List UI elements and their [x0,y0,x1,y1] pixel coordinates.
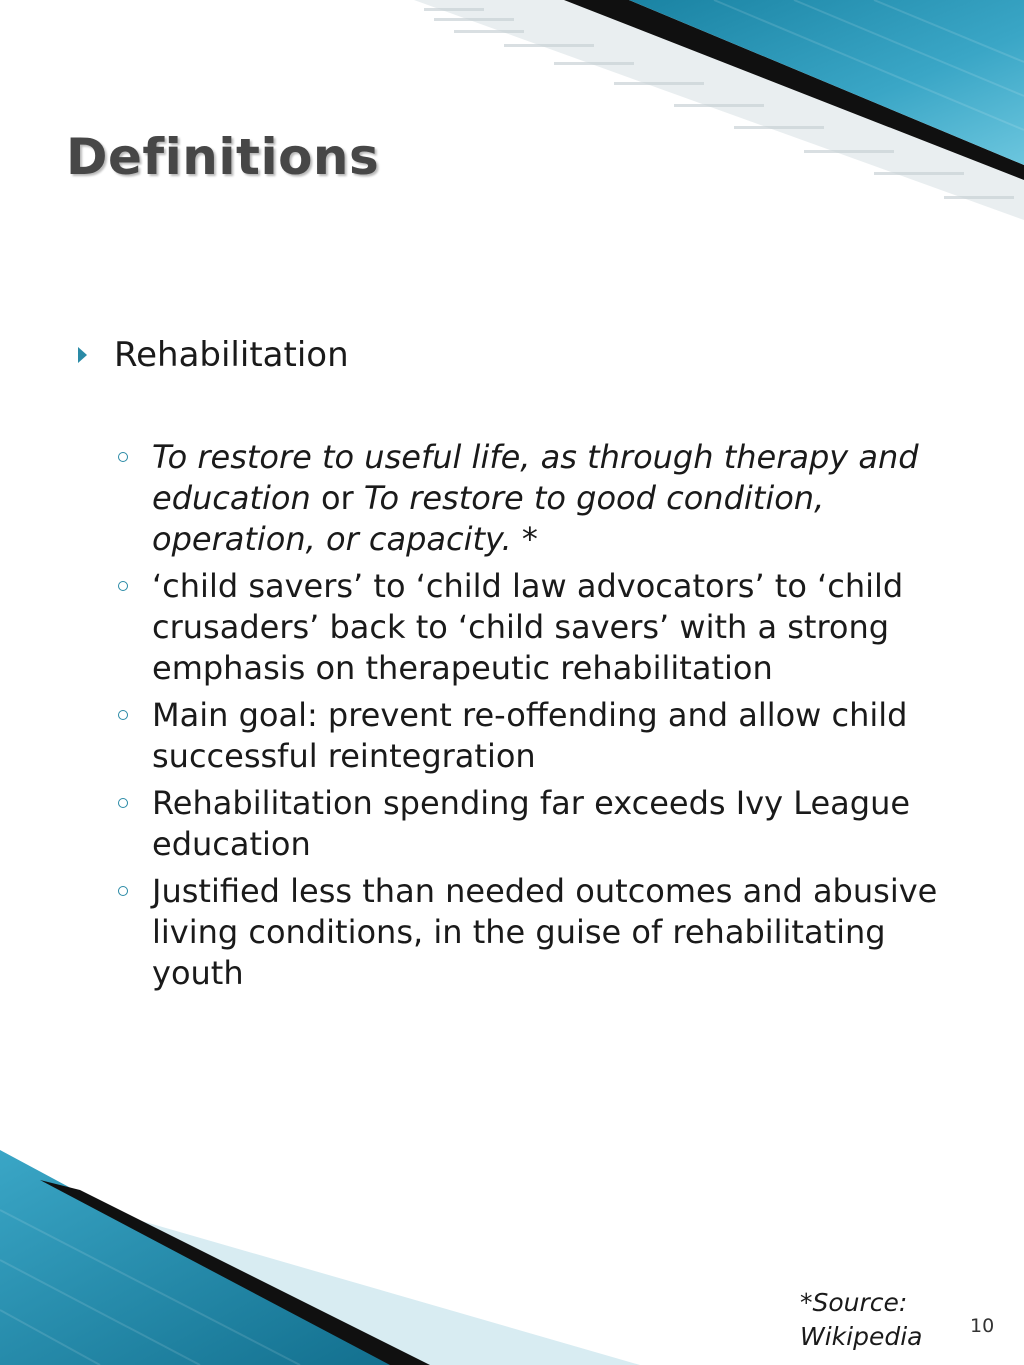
definition-two: To restore to good condition, operation, or capacity. * [152,479,825,558]
list-item [116,695,976,777]
list-item-text: Main goal: prevent re-offending and allow child successful reintegration [152,696,908,775]
sub-bullet-list [116,437,976,1000]
source-note [800,1286,922,1354]
top-right-decoration [414,0,1024,220]
source-name: Wikipedia [800,1322,923,1351]
list-item [116,783,976,865]
circle-bullet-icon [118,798,128,808]
definition-connector: or [310,479,364,517]
circle-bullet-icon [118,886,128,896]
list-item [116,566,976,689]
definition-one: To restore to useful life, as through therapy and education [152,438,919,517]
source-label: *Source: [800,1288,908,1317]
list-item [116,437,976,560]
list-item [116,871,976,994]
slide-title: Definitions [66,128,380,186]
list-item-text: Rehabilitation spending far exceeds Ivy League education [152,784,911,863]
triangle-bullet-icon [78,347,87,363]
page-number: 10 [970,1315,995,1337]
list-item-text: ‘child savers’ to ‘child law advocators’ to ‘child crusaders’ back to ‘child savers’ with a strong emphasis on therapeutic rehabilitation [152,567,904,687]
circle-bullet-icon [118,710,128,720]
circle-bullet-icon [118,452,128,462]
main-bullet-label: Rehabilitation [114,335,349,375]
list-item-text: Justified less than needed outcomes and abusive living conditions, in the guise of rehabilitating youth [152,872,938,992]
bottom-left-decoration [0,1150,640,1365]
main-bullet [78,332,349,378]
circle-bullet-icon [118,581,128,591]
